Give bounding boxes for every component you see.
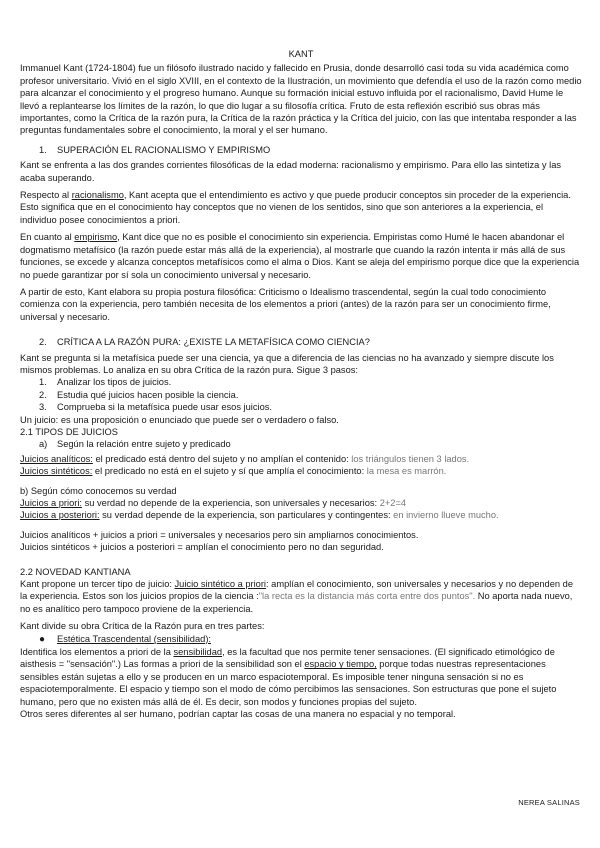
sintetico-apriori-term: Juicio sintético a priori bbox=[174, 579, 266, 590]
text-run: No aporta nada nuevo, no es analítico pero tampoco proviene de la experiencia. bbox=[20, 591, 573, 614]
text-run: En cuanto al bbox=[20, 232, 75, 243]
text-run: , Kant dice que no es posible el conocimiento sin experiencia. Empiristas como Humé le hacen abandonar el dogmatismo metafísico (la razón puede estar más allá de la experiencia), al mostrarle que cuando la razón intenta ir más allá de sus funciones, se excede y alcanza conceptos metafísicos como el alma o Dios. Kant se aleja del empirismo porque dice que la experiencia no puede garantizar por sí sola un conocimiento universal y necesario. bbox=[20, 232, 580, 280]
step-item bbox=[20, 389, 582, 401]
s1-paragraph-empirismo bbox=[20, 231, 582, 281]
combination-2: Juicios sintéticos + juicios a posteriori = amplían el conocimiento pero no dan seguridad. bbox=[20, 542, 384, 553]
example-text: la mesa es marrón. bbox=[364, 466, 447, 477]
section-1-heading bbox=[20, 144, 582, 156]
s1-paragraph-1: Kant se enfrenta a las dos grandes corrientes filosóficas de la edad moderna: racionalismo y empirismo. Para ello las sintetiza y las acaba superando. bbox=[20, 160, 562, 183]
novedad-paragraph bbox=[20, 578, 582, 615]
sinteticos-label: Juicios sintéticos: bbox=[20, 466, 93, 477]
step-number: 2. bbox=[39, 389, 47, 400]
author-footer: NEREA SALINAS bbox=[518, 798, 580, 807]
doc-title: KANT bbox=[288, 49, 314, 59]
section-1-title: SUPERACIÓN EL RACIONALISMO Y EMPIRISMO bbox=[57, 144, 271, 155]
text-run: Identifica los elementos a priori de la bbox=[20, 647, 174, 658]
otros-seres-line: Otros seres diferentes al ser humano, podrían captar las cosas de una manera no espacial y no temporal. bbox=[20, 709, 456, 720]
step-item bbox=[20, 376, 582, 388]
analiticos-line bbox=[20, 453, 582, 465]
aposteriori-label: Juicios a posteriori: bbox=[20, 510, 100, 521]
juicio-definition: Un juicio: es una proposición o enunciado que puede ser o verdadero o falso. bbox=[20, 414, 339, 425]
subheading-a-number: a) bbox=[39, 439, 48, 450]
section-2-heading bbox=[20, 336, 582, 348]
section-1-number: 1. bbox=[39, 144, 47, 155]
subheading-a bbox=[20, 438, 582, 450]
text-run: su verdad no depende de la experiencia, son universales y necesarios: bbox=[82, 498, 378, 508]
subheading-b: b) Según cómo conocemos su verdad bbox=[20, 485, 177, 496]
apriori-label: Juicios a priori: bbox=[20, 498, 83, 508]
bullet-item bbox=[20, 633, 582, 646]
text-run: el predicado no está en el sujeto y sí que amplía el conocimiento: bbox=[92, 466, 365, 477]
intro-paragraph: Immanuel Kant (1724-1804) fue un filósofo ilustrado nacido y fallecido en Prusia, donde desarrolló casi toda su vida académica como profesor universitario. Vivió en el siglo XVIII, en el contexto de la Ilustración, un movimiento que defendía el uso de la razón como medio para alcanzar el conocimiento y el progreso humano. Aunque su formación inicial estuvo influida por el racionalismo, David Hume le llevó a replantearse los límites de la razón, lo que dio lugar a su filosofía crítica. Fruto de esta reflexión escribió sus obras más importantes, como la Crítica de la razón pura, la Crítica de la razón práctica y la Crítica del juicio, con las que intentaba responder a las preguntas fundamentales sobre el conocimiento, la moral y el ser humano. bbox=[20, 63, 582, 136]
apriori-line bbox=[20, 497, 582, 509]
espacio-tiempo-term: espacio y tiempo, bbox=[304, 659, 377, 670]
s2-paragraph-1: Kant se pregunta si la metafísica puede ser una ciencia, ya que a diferencia de las ciencias no ha avanzado y siempre discute los mismos problemas. Lo analiza en su obra Crítica de la razón pura. Sigue 3 pasos: bbox=[20, 352, 554, 375]
s1-paragraph-racionalismo bbox=[20, 189, 582, 226]
section-2-number: 2. bbox=[39, 337, 47, 348]
step-text: Estudia qué juicios hacen posible la ciencia. bbox=[57, 389, 239, 400]
sensibilidad-term: sensibilidad bbox=[173, 647, 223, 658]
subheading-a-text: Según la relación entre sujeto y predicado bbox=[57, 439, 231, 450]
text-run: Respecto al bbox=[20, 190, 72, 201]
combination-1: Juicios analíticos + juicios a priori = universales y necesarios pero sin ampliarnos conocimientos. bbox=[20, 529, 419, 540]
analiticos-label: Juicios analíticos: bbox=[20, 453, 93, 464]
step-number: 3. bbox=[39, 402, 47, 413]
step-number: 1. bbox=[39, 377, 47, 388]
section-2-title: CRÍTICA A LA RAZÓN PURA: ¿EXISTE LA METAFÍSICA COMO CIENCIA? bbox=[57, 337, 370, 348]
text-run: su verdad depende de la experiencia, son particulares y contingentes: bbox=[99, 510, 391, 521]
step-text: Comprueba si la metafísica puede usar esos juicios. bbox=[57, 402, 272, 413]
estetica-paragraph bbox=[20, 646, 582, 708]
example-text: los triángulos tienen 3 lados. bbox=[348, 453, 470, 464]
text-run: porque todas nuestras representaciones sensibles están sujetas a ello y se producen en un marco espaciotemporal. Es imposible tener ninguna sensación si no es espaciotemporalmente. El espacio y tiempo son el modo de cómo percibimos las sensaciones. Son estructuras que pone el sujeto humano, pero que no existen más allá de él. Es decir, son modos y funciones propias del sujeto. bbox=[20, 659, 557, 707]
text-run: : amplían el conocimiento, son universales y necesarios y no dependen de la experiencia. Estos son los juicios propios de la ciencia : bbox=[20, 579, 573, 602]
step-item bbox=[20, 401, 582, 413]
divide-line: Kant divide su obra Crítica de la Razón pura en tres partes: bbox=[20, 621, 265, 632]
aposteriori-line bbox=[20, 509, 582, 521]
empirismo-term: empirismo bbox=[74, 232, 118, 243]
text-run: Kant propone un tercer tipo de juicio: bbox=[20, 579, 175, 590]
step-text: Analizar los tipos de juicios. bbox=[57, 377, 172, 388]
example-text: "la recta es la distancia más corta entre dos puntos". bbox=[258, 591, 476, 602]
example-text: en invierno llueve mucho. bbox=[390, 510, 499, 521]
racionalismo-term: racionalismo bbox=[71, 190, 124, 201]
tipos-juicios-heading: 2.1 TIPOS DE JUICIOS bbox=[20, 426, 118, 437]
novedad-heading: 2.2 NOVEDAD KANTIANA bbox=[20, 566, 131, 577]
text-run: el predicado está dentro del sujeto y no amplían el contenido: bbox=[92, 453, 349, 464]
example-text: 2+2=4 bbox=[377, 498, 407, 508]
sinteticos-line bbox=[20, 465, 582, 477]
bullet-icon: ● bbox=[39, 633, 46, 645]
estetica-label: Estética Trascendental (sensibilidad): bbox=[57, 633, 211, 644]
s1-paragraph-criticismo: A partir de esto, Kant elabora su propia postura filosófica: Criticismo o Idealismo trascendental, según la cual todo conocimiento comienza con la experiencia, pero también necesita de los elementos a priori (antes) de la razón para ser un conocimiento firme, universal y necesario. bbox=[20, 286, 551, 322]
text-run: , Kant acepta que el entendimiento es activo y que puede producir conceptos sin proceder de la experiencia. Esto significa que en el conocimiento hay conceptos que no vienen de los sentidos, sino que son anteriores a la experiencia, el individuo posee conocimientos a priori. bbox=[20, 190, 571, 225]
text-run: , es la facultad que nos permite tener sensaciones. (El significado etimológico de aisthesis = "sensación".) Las formas a priori de la sensibilidad son el bbox=[20, 647, 555, 670]
document-page bbox=[20, 48, 582, 721]
